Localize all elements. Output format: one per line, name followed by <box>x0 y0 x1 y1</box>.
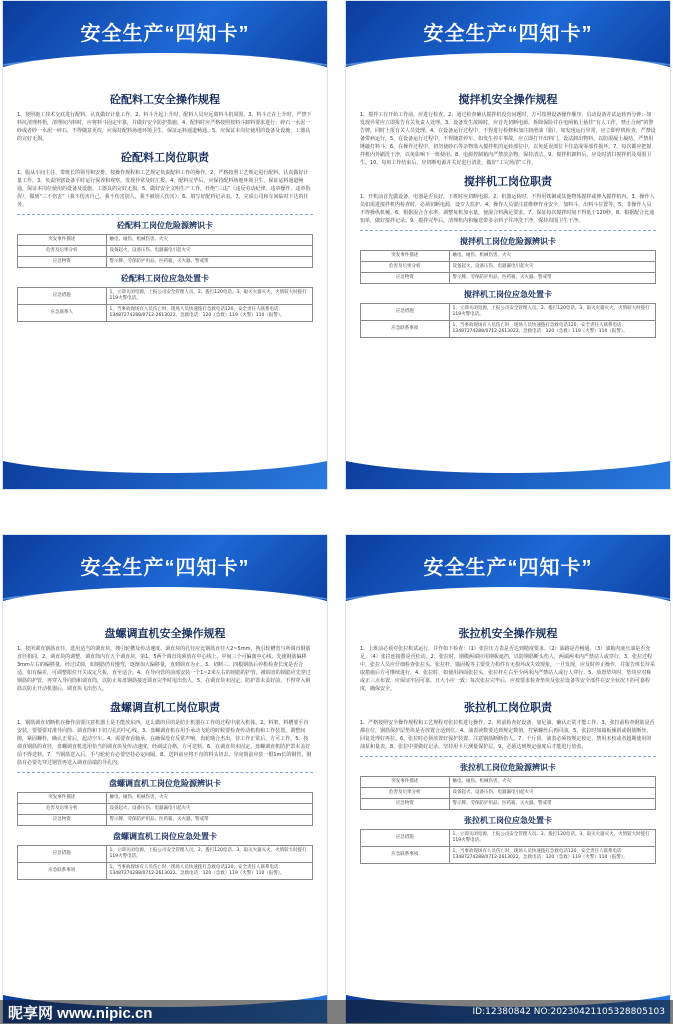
emergency-value: 1、当事故现场有人员伤亡时，现场人员快速拨打急救电话120，安全责任人联系电话：13487274288/0712-2613022。急救电话：120（急救）119（火警）110（报警）。 <box>449 847 656 864</box>
hazard-card-table <box>360 250 656 284</box>
emergency-card-table <box>17 287 313 322</box>
hazard-value: 触电、碰伤、机械伤害、火灾 <box>106 235 313 246</box>
operation-rules-text: 1、按照施工技术交底进行配料，认真做好计量工作。2、料斗升起上升时，配料人员应远离料斗机周围。3、料斗正在上升时，严禁下料坑清理杯梧，清理坑内料时，应将料斗固定牢靠，并做好安全防护措施。4、配料时应严格按照按料斗卸料要求进行；碎石一水泥一砂或者砂一水泥一碎石，不得随意更改，应保持配料场地环境卫生，保证运料通道畅通。5、应保证本岗位使用的设备及设施，工器具的完好无损。 <box>17 112 312 142</box>
emergency-key: 应急联系事项 <box>361 847 450 864</box>
section-title-duties: 搅拌机工岗位职责 <box>464 176 552 188</box>
hazard-key: 突发事件描述 <box>361 777 450 788</box>
poster-header <box>3 1 327 79</box>
poster-header <box>346 1 670 79</box>
section-title-duties: 张拉机工岗位职责 <box>464 702 552 714</box>
emergency-key: 应急措施 <box>361 830 450 847</box>
section-title-operation: 搅拌机安全操作规程 <box>458 94 558 106</box>
emergency-value: 1、当事故现场有人员伤亡时，现场人员快速拨打急救电话120，安全责任人联系电话：13487274288/0712-2613022。急救电话：120（急救）119（火警）110（报警）。 <box>106 863 313 880</box>
hazard-key: 突发事件描述 <box>18 235 107 246</box>
emergency-card-title: 搅拌机工岗位应急处置卡 <box>464 290 552 299</box>
emergency-card-title: 张拉机工岗位应急处置卡 <box>464 816 552 825</box>
hazard-value: 设备起火、设备压伤、电器漏电引起火灾 <box>106 804 313 815</box>
section-title-duties: 盘螺调直机工岗位职责 <box>110 702 220 714</box>
emergency-card-title: 盘螺调直机工岗位应急处置卡 <box>113 832 217 841</box>
emergency-key: 应急措施 <box>361 304 450 321</box>
hazard-key: 应急物资 <box>361 799 450 810</box>
section-title-duties: 砼配料工岗位职责 <box>121 152 209 164</box>
poster-panluo <box>2 534 328 1024</box>
watermark-logo: 昵享网 www.nipic.cn <box>8 1004 153 1022</box>
emergency-value: 1、当事故现场有人员伤亡时，现场人员快速拨打急救电话120，安全责任人联系电话：13487274288/0712-2613022。急救电话：120（急救）119（火警）110（报警）。 <box>106 305 313 322</box>
operation-rules-text: 1、按所调直钢筋直径，选用适当的调直块、拽引轮槽及传动速度。调直块的孔径应比钢筋直径大2~5mm，拽引轮槽宽与所调直钢筋直径相同。2、调直块的调整，调直筒内有五个调直块，第1、5两个调直块须放在中心线上，中间三个可偏离中心线，先使钢筋偏移3mm左右的偏移量，经过试调，如钢筋仍有慢弯，逐渐加大偏移量，直到调直为止。3、切断三、四根钢筋后停机检查长度是否合适，如有偏差，可调整限位开关或定尺板，直至适合。4、在导向管的前部安装一个1~2米左右的钢筋的护管，被调直的钢筋应先穿过钢筋的护管，再穿入导向筒和调直筒，以防止每盘钢筋接近调直完毕时甩出伤人。5、在调直块未固定、防护罩未盖好前，不得穿入钢筋以防止开动机器后，调直块飞出伤人。 <box>17 646 311 692</box>
operation-rules-text: 1、上班前必须对张拉机试运行，并作如下检查：（1）张拉压力表是否达到精度要求。（2）油路是否畅通。（3）油箱内液压油是否充足。（4）张拉连接器是否松动。2、张拉时，钢模两端应用钢板遮挡，以防钢筋断头伤人，两端两米内严禁站人或穿行。3、张拉过程中，张拉人员应仔细检查张拉头、张拉杆、锚固板等主要受力构件有无损坏或失效现象，一旦发现，应及时停止操作，并报告班长待采取措施后方可继续进行。4、张拉时，如使用斜面张拉头，张拉杆左右至少两米内严禁站人或行人穿行。5、放置垫块时，垫块应对称或正三点布置，应保证牢固可靠，且大小应一致；每次张拉完毕后，应按要求检查垫块及张拉设备等安全部件在安全状况下的可靠程度，确保安全。 <box>360 646 656 692</box>
emergency-card-table <box>17 845 313 880</box>
poster-header <box>346 535 670 613</box>
emergency-value: 1、当事故现场有人员伤亡时，现场人员快速拨打急救电话120，安全责任人联系电话：13487274288/0712-2613022。急救电话：120（急救）119（火警）110（报警）。 <box>449 321 656 338</box>
hazard-key: 危害及后果分析 <box>18 804 107 815</box>
watermark-bar <box>0 1000 673 1024</box>
hazard-key: 应急物资 <box>361 273 450 284</box>
emergency-value: 1、立即关闭电源，上报公司安全管理人员。2、拨打120电话。3、取灭火器灭火，火情较大时拨打119火警电话。 <box>449 304 656 321</box>
poster-title: 安全生产“四知卡” <box>80 557 250 579</box>
hazard-card-title: 盘螺调直机工岗位危险源辨识卡 <box>109 779 221 788</box>
hazard-key: 危害及后果分析 <box>361 262 450 273</box>
divider <box>17 772 313 773</box>
poster-title: 安全生产“四知卡” <box>423 557 593 579</box>
divider <box>360 756 656 757</box>
duties-text: 1、严格按照安全操作规程和工艺规程对张拉机进行操作。2、班前检查好设备，加足油，确认正常才能工作。3、张拉前检查钢筋是否都在位，钢筋保护层垫块是否放置合适到位。4、油表读数要达到规定数值，拧紧螺丝后再回油。5、张拉时如端板倾斜或钢筋断丝，回复处理好再拉。6、张拉时必须放置好保护装置，注意钢筋断断伤人。7、千斤顶、油表必须按规定校定，禁用未校或者超期使用的油泵和量表。8、张拉中要做好记录，坚持用卡尺测量保护层。9、必须达到规定强度后才能进行放张。 <box>360 720 655 750</box>
hazard-value: 警示牌、劳保防护用品、医药箱、灭火器、警戒带 <box>449 799 656 810</box>
poster-peiliao <box>2 0 328 490</box>
emergency-value: 1、立即关闭电源，上报公司安全管理人员。2、拨打120电话。3、取灭火器灭火，火情较大时拨打119火警电话。 <box>106 288 313 305</box>
poster-header <box>3 535 327 613</box>
emergency-value: 1、立即关闭电源，上报公司安全管理人员。2、拨打120电话。3、取灭火器灭火，火情较大时拨打119火警电话。 <box>106 846 313 863</box>
hazard-card-title: 砼配料工岗位危险源辨识卡 <box>117 221 213 230</box>
hazard-value: 警示牌、劳保防护用品、医药箱、灭火器、警戒带 <box>449 273 656 284</box>
hazard-card-table <box>360 776 656 810</box>
watermark-id: ID:12380842 NO:20230421105328805103 <box>472 1007 665 1017</box>
hazard-key: 危害及后果分析 <box>361 788 450 799</box>
hazard-value: 触电、碰伤、机械伤害、火灾 <box>106 793 313 804</box>
hazard-card-title: 张拉机工岗位危险源辨识卡 <box>460 763 556 772</box>
poster-zhangla <box>345 534 671 1024</box>
divider <box>17 214 313 215</box>
emergency-card-table <box>360 303 656 338</box>
emergency-key: 应急措施 <box>18 288 107 305</box>
emergency-key: 应急联系事项 <box>361 321 450 338</box>
hazard-key: 危害及后果分析 <box>18 246 107 257</box>
hazard-key: 应急物资 <box>18 257 107 268</box>
emergency-value: 1、立即关闭电源，上报公司安全管理人员。2、拨打120电话。3、取灭火器灭火，火情较大时拨打119火警电话。 <box>449 830 656 847</box>
poster-title: 安全生产“四知卡” <box>80 23 250 45</box>
hazard-value: 触电、碰伤、机械伤害、火灾 <box>449 777 656 788</box>
poster-jiaobanji <box>345 0 671 490</box>
operation-rules-text: 1、搅拌工在开始工作前，应进行检查。2、通过检查确认搅拌机没有问题时，方可按照设备操作顺序，启动设备并试运转再分钟；如发现异常应立即报告有关负责人处理。3、设备发生故障时，应首先切断电源，拆除保险并在电闸箱上悬挂“有人工作，禁止合闸”的警告牌，同时上报有关人员处理。4、在设备运行过程中，不得进行检修和加注润滑油（脂），如发现运行异常，应立即停机检查，严禁设备带病运行。5、在设备运行过程中，不得随意停车，如发生停车事故，应立即打开出料门，设法卸出物料，以防混凝土凝结，严禁用锤敲打料斗。6、在操作过程中，切勿使砂石等杂物落入搅拌机的运转部位中，以免延误部位卡住造成零部件损坏。7、每次都应把搅拌机内外刷洗干净，以免影响下一班使用。8、电源控制箱内严禁放杂物，保持清洁。9、搅拌机卸料后，应及时清扫搅拌机及周围卫生。10、每班工作结束后，应切断电源并关好进行清洗，做好“工完场清”工作。 <box>360 112 656 166</box>
poster-footer <box>3 449 327 489</box>
emergency-key: 应急措施 <box>18 846 107 863</box>
duties-text: 1、钢筋调直切断机在操作前要注意机器上是不能放东西，这么做的目的是防止机器在工作的过程中滚入机体。2、料架、料槽要平直安装，要要要对准导向筒、调直筒和下切刀孔的中心线。3、盘螺调直机在用手承动飞轮的时候要检查传动机构和工作装置，调整间隙，紧固螺栓，确认正常后，起动空车。4、需要查看轴承，在确保没有反常声响，齿轮啮合杰出，待工作正常后，方可工作。5、按调直钢筋的直径，盘螺调直机选用恰当的调直块及传动速度，经调试合格，方可送料。6、在调直块未固定、盘螺调直机防护罩未盖好前不得送料。7、当钢筋送入后，手与轮轮有必要坚持必定间隔。8、送料前应将不直的料头切去，导向筒前应装一根1m长的钢管，钢筋有必要先穿过钢管再送入调直前端的导孔内。 <box>17 720 312 766</box>
hazard-card-table <box>17 234 313 268</box>
divider <box>360 230 656 231</box>
hazard-value: 警示牌、劳保防护用品、医药箱、灭火器、警戒带 <box>106 815 313 826</box>
hazard-key: 突发事件描述 <box>361 251 450 262</box>
poster-footer <box>346 449 670 489</box>
hazard-value: 设备起火、设备压伤、电器漏电引起火灾 <box>449 262 656 273</box>
duties-text: 1、服从车间主任、带班长的领导和安排，按操作规程和工艺规定负责配料工作的操作。2、严格按照工艺规定进行配料，认真做好计量工作。3、负责所辖设备平时运行保养和观察，发现异常及时汇报。4、配料完毕后，应保持配料场地环境卫生，保证运料通道畅通，保证本岗位使用的设备及设施、工器具的完好无损。5、做好安全文明生产工作，杜绝“三违”（违反劳动纪律、违章操作、违章指挥），做到“三不伤害”（我不伤害自己、我不伤害别人、我不被别人伤害）。6、填写好配料记录表。7、完成公司和车间临时下达的任务。 <box>17 170 311 208</box>
hazard-value: 触电、碰伤、机械伤害、火灾 <box>449 251 656 262</box>
section-title-operation: 盘螺调直机安全操作规程 <box>104 628 226 640</box>
hazard-card-title: 搅拌机工岗位危险源辨识卡 <box>460 237 556 246</box>
hazard-card-table <box>17 792 313 826</box>
section-title-operation: 张拉机安全操作规程 <box>458 628 558 640</box>
hazard-key: 突发事件描述 <box>18 793 107 804</box>
emergency-key: 应急联系人 <box>18 305 107 322</box>
emergency-card-title: 砼配料工岗位应急处置卡 <box>121 274 209 283</box>
emergency-card-table <box>360 829 656 864</box>
hazard-value: 警示牌、劳保防护用品、医药箱、灭火器、警戒带 <box>106 257 313 268</box>
poster-title: 安全生产“四知卡” <box>423 23 593 45</box>
hazard-key: 应急物资 <box>18 815 107 826</box>
emergency-key: 应急联系事项 <box>18 863 107 880</box>
hazard-value: 设备起火、设备压伤、电器漏电引起火灾 <box>449 788 656 799</box>
hazard-value: 设备起火、设备压伤、电器漏电引起火灾 <box>106 246 313 257</box>
duties-text: 1、开机前首先做设备、电器是否良好，下班时应切断电源。2、机器运转时，不得用铁锹或其他物体搅拌或伸入搅拌机内。3、操作人员如需进搅拌机内检查时，必须切断电源，设专人监护。4、操作人员要注意维修作业安全，加料斗、出料斗位置等。5、非操作人员不得操纵机械。6、根据混合含水率，调整每机加水量，使混合料满足要求。7、保证每次搅拌时间不得低于120秒。8、根据配合比通知单，做好搅拌记录。9、搅拌完毕后，清理机内和输送带多余料子并冲洗干净，保持周围卫生干净。 <box>360 194 655 224</box>
section-title-operation: 砼配料工安全操作规程 <box>110 94 220 106</box>
